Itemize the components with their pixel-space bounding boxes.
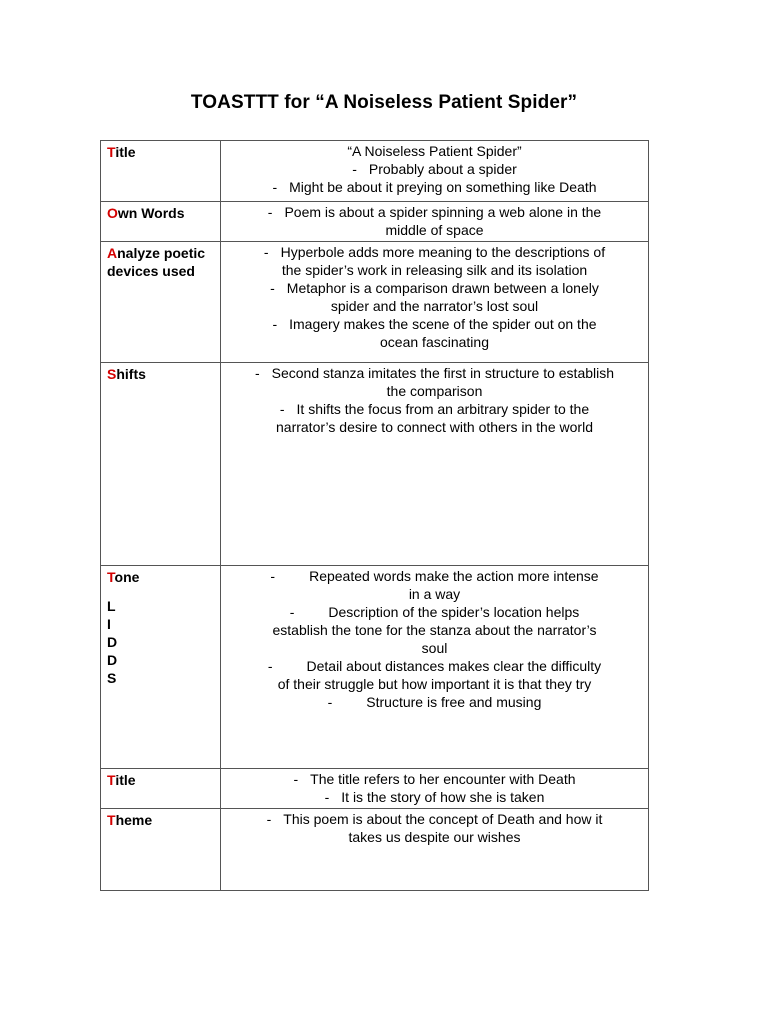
lidds-letters	[107, 597, 214, 687]
bullet-line: - It shifts the focus from an arbitrary spider to the	[279, 401, 590, 417]
bullet-line: - Metaphor is a comparison drawn between a lonely	[270, 280, 599, 296]
lidds-letter: D	[107, 652, 118, 668]
label-initial: A	[107, 245, 118, 261]
row-label-cell	[101, 363, 221, 566]
content-line: soul	[421, 640, 448, 656]
label-rest: one	[114, 569, 140, 585]
content-line: of their struggle but how important it is that they try	[277, 676, 592, 692]
lidds-letter: S	[107, 670, 117, 686]
row-content-cell	[221, 363, 649, 566]
bullet-line: - It is the story of how she is taken	[324, 789, 545, 805]
label-rest: wn Words	[117, 205, 185, 221]
row-label-cell	[101, 202, 221, 242]
row-label-cell	[101, 566, 221, 769]
bullet-line: - Second stanza imitates the first in structure to establish	[254, 365, 615, 381]
bullet-line: - Detail about distances makes clear the difficulty	[267, 658, 602, 674]
label-initial: S	[107, 366, 117, 382]
row-label-cell	[101, 809, 221, 891]
bullet-line: - Description of the spider’s location helps	[289, 604, 580, 620]
lidds-letter: D	[107, 634, 118, 650]
table-row-title	[101, 141, 649, 202]
bullet-line: - The title refers to her encounter with Death	[293, 771, 576, 787]
row-content-cell	[221, 809, 649, 891]
bullet-line: - Repeated words make the action more intense	[270, 568, 599, 584]
row-content-cell	[221, 202, 649, 242]
content-line: the comparison	[386, 383, 483, 399]
content-line: narrator’s desire to connect with others in the world	[276, 419, 593, 435]
label-rest: heme	[115, 812, 153, 828]
content-line: takes us despite our wishes	[348, 829, 521, 845]
label-initial: T	[107, 569, 115, 585]
label-initial: T	[107, 812, 116, 828]
row-content-cell	[221, 242, 649, 363]
content-line: middle of space	[385, 222, 484, 238]
row-content-cell	[221, 141, 649, 202]
bullet-line: - Poem is about a spider spinning a web alone in the	[267, 204, 602, 220]
lidds-letter: I	[107, 616, 111, 632]
content-line: ocean fascinating	[380, 334, 489, 350]
bullet-line: - Might be about it preying on something like Death	[272, 179, 597, 195]
table-row-theme	[101, 809, 649, 891]
content-line: the spider’s work in releasing silk and its isolation	[281, 262, 588, 278]
row-content-cell	[221, 769, 649, 809]
label-initial: T	[107, 144, 116, 160]
table-row-title-2	[101, 769, 649, 809]
bullet-line: - Hyperbole adds more meaning to the descriptions of	[263, 244, 606, 260]
table-row-own-words	[101, 202, 649, 242]
bullet-line: - Probably about a spider	[352, 161, 517, 177]
content-line: spider and the narrator’s lost soul	[330, 298, 539, 314]
label-rest: itle	[115, 144, 136, 160]
bullet-line: - This poem is about the concept of Death and how it	[266, 811, 603, 827]
label-rest: hifts	[116, 366, 146, 382]
label-rest: itle	[115, 772, 136, 788]
row-content-cell	[221, 566, 649, 769]
row-label-cell	[101, 141, 221, 202]
lidds-letter: L	[107, 598, 116, 614]
bullet-line: - Imagery makes the scene of the spider out on the	[272, 316, 597, 332]
row-label-cell	[101, 769, 221, 809]
label-initial: O	[107, 205, 118, 221]
label-rest: nalyze poetic devices used	[107, 245, 206, 279]
toasttt-table	[100, 140, 649, 891]
content-line: establish the tone for the stanza about the narrator’s	[272, 622, 597, 638]
content-line: “A Noiseless Patient Spider”	[347, 143, 522, 159]
label-initial: T	[107, 772, 116, 788]
row-label-cell	[101, 242, 221, 363]
table-row-analyze	[101, 242, 649, 363]
document-title: TOASTTT for “A Noiseless Patient Spider”	[190, 92, 578, 113]
bullet-line: - Structure is free and musing	[327, 694, 542, 710]
content-line: in a way	[408, 586, 461, 602]
table-row-tone	[101, 566, 649, 769]
table-row-shifts	[101, 363, 649, 566]
